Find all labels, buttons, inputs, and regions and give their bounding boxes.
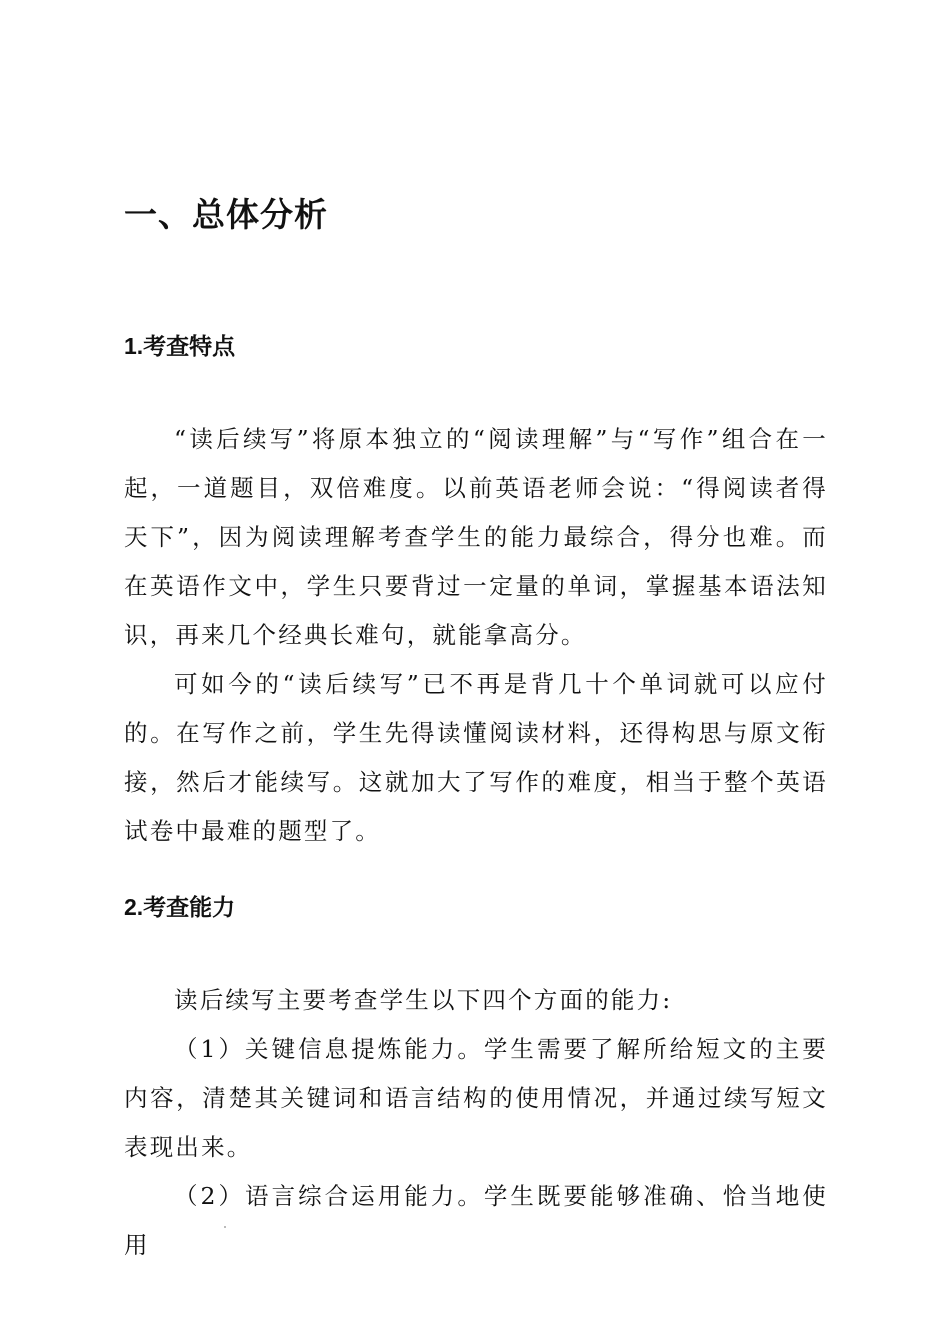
list-item-ability-1: （1）关键信息提炼能力。学生需要了解所给短文的主要内容，清楚其关键词和语言结构的使用情况，并通过续写短文表现出来。 bbox=[124, 1035, 828, 1161]
paragraph-features-2: 可如今的“读后续写”已不再是背几十个单词就可以应付的。在写作之前，学生先得读懂阅读材料，还得构思与原文衔接，然后才能续写。这就加大了写作的难度，相当于整个英语试卷中最难的题型了。 bbox=[124, 670, 828, 845]
section-title-features: 1.考查特点 bbox=[124, 333, 236, 359]
list-item-ability-2: （2）语言综合运用能力。学生既要能够准确、恰当地使用 bbox=[124, 1182, 828, 1259]
paragraph-features-1: “读后续写”将原本独立的“阅读理解”与“写作”组合在一起，一道题目，双倍难度。以前英语老师会说：“得阅读者得天下”，因为阅读理解考查学生的能力最综合，得分也难。而在英语作文中，学生只要背过一定量的单词，掌握基本语法知识，再来几个经典长难句，就能拿高分。 bbox=[124, 425, 828, 649]
paragraph-abilities-intro: 读后续写主要考查学生以下四个方面的能力: bbox=[174, 986, 673, 1014]
section-title-abilities: 2.考查能力 bbox=[124, 894, 236, 920]
main-heading: 一、总体分析 bbox=[124, 195, 328, 234]
scan-artifact-dot bbox=[224, 1226, 226, 1228]
